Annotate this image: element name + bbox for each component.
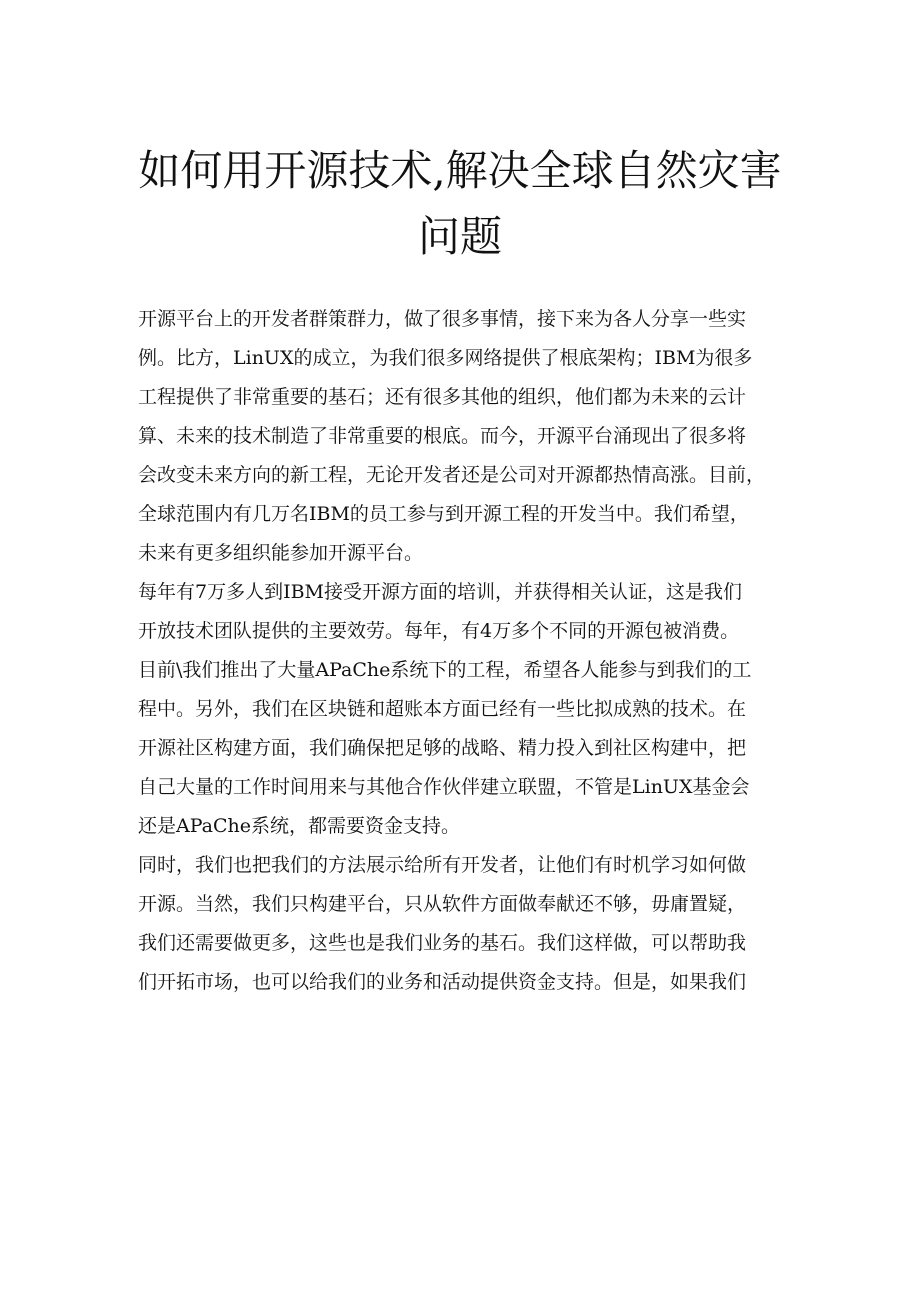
body-line: 开源。当然，我们只构建平台，只从软件方面做奉献还不够，毋庸置疑， [138, 893, 747, 915]
document-body [138, 300, 798, 1002]
body-line: 们开拓市场，也可以给我们的业务和活动提供资金支持。但是，如果我们 [138, 971, 747, 993]
title-line: 如何用开源技术,解决全球自然灾害 [138, 146, 782, 195]
body-line: 目前\我们推出了大量APaChe系统下的工程，希望各人能参与到我们的工 [138, 659, 752, 681]
body-line: 每年有7万多人到IBM接受开源方面的培训，并获得相关认证，这是我们 [138, 581, 743, 603]
body-line: 算、未来的技术制造了非常重要的根底。而今，开源平台涌现出了很多将 [138, 425, 747, 447]
title-line: 问题 [417, 212, 502, 261]
body-line: 程中。另外，我们在区块链和超账本方面已经有一些比拟成熟的技术。在 [138, 698, 747, 720]
document-title [100, 138, 820, 270]
body-line: 同时，我们也把我们的方法展示给所有开发者，让他们有时机学习如何做 [138, 854, 747, 876]
body-line: 工程提供了非常重要的基石；还有很多其他的组织，他们都为未来的云计 [138, 386, 747, 408]
body-line: 自己大量的工作时间用来与其他合作伙伴建立联盟，不管是LinUX基金会 [138, 776, 750, 798]
body-line: 我们还需要做更多，这些也是我们业务的基石。我们这样做，可以帮助我 [138, 932, 747, 954]
body-line: 未来有更多组织能参加开源平台。 [138, 542, 424, 564]
body-line: 全球范围内有几万名IBM的员工参与到开源工程的开发当中。我们希望， [138, 503, 749, 525]
body-line: 例。比方，LinUX的成立，为我们很多网络提供了根底架构；IBM为很多 [138, 347, 753, 369]
body-line: 开源平台上的开发者群策群力，做了很多事情，接下来为各人分享一些实 [138, 308, 747, 330]
body-line: 还是APaChe系统，都需要资金支持。 [138, 815, 460, 837]
body-line: 开放技术团队提供的主要效劳。每年，有4万多个不同的开源包被消费。 [138, 620, 740, 642]
body-line: 会改变未来方向的新工程，无论开发者还是公司对开源都热情高涨。目前， [138, 464, 766, 486]
body-line: 开源社区构建方面，我们确保把足够的战略、精力投入到社区构建中，把 [138, 737, 747, 759]
